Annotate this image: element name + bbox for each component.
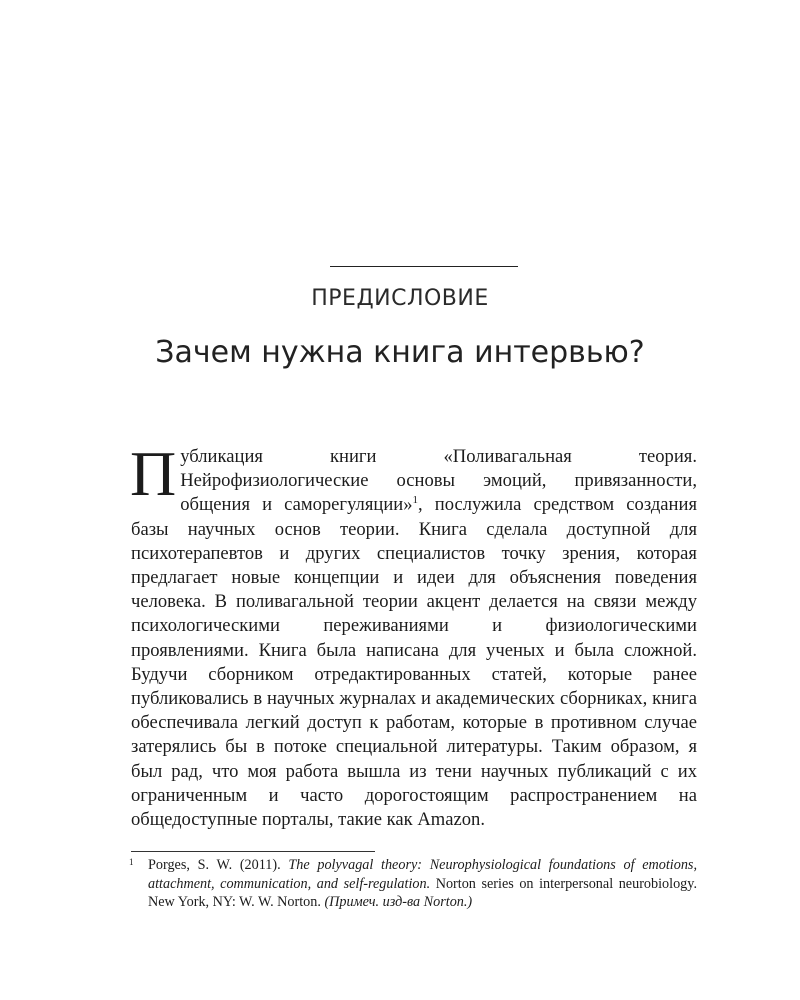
footnote-title: The polyvagal theory: Neurophysiological foundations of emotions, attachment, communication, and self-regulation.: [148, 857, 697, 892]
footnote-text: [131, 856, 697, 912]
chapter-title: Зачем нужна книга интервью?: [155, 335, 645, 370]
footnote-divider: [131, 851, 375, 852]
section-label: ПРЕДИСЛОВИЕ: [311, 286, 489, 311]
footnote-publisher: Norton series on interpersonal neurobiology. New York, NY: W. W. Norton.: [148, 875, 697, 911]
footnote-note: (Примеч. изд-ва Norton.): [324, 894, 473, 911]
title-divider: [330, 266, 518, 267]
footnote: [131, 856, 697, 912]
body-paragraph: [130, 438, 697, 832]
drop-cap: П: [130, 438, 177, 509]
footnote-author-year: Porges, S. W. (2011).: [148, 857, 289, 873]
body-text-part2: , послужила средством создания базы научных основ теории. Книга сделала доступной для психотерапевтов и других специалистов точку зрения, которая предлагает новые концепции и идеи для объяснения поведения человека. В поливагальной теории акцент делается на связи между психологическими переживаниями и физиологическими проявлениями. Книга была написана для ученых и была сложной. Будучи сборником отредактированных статей, которые ранее публиковались в научных журналах и академических сборниках, книга обеспечивала легкий доступ к работам, которые в противном случае затерялись бы в потоке специальной литературы. Таким образом, я был рад, что моя работа вышла из тени научных публикаций с их ограниченным и часто дорогостоящим распространением на общедоступные порталы, такие как Amazon.: [131, 494, 697, 831]
footnote-number: 1: [129, 857, 134, 867]
body-text-part1: убликация книги «Поливагальная теория. Нейрофизиологические основы эмоций, привязанности, общения и саморегуляции»: [180, 446, 697, 516]
footnote-reference[interactable]: 1: [412, 494, 419, 507]
